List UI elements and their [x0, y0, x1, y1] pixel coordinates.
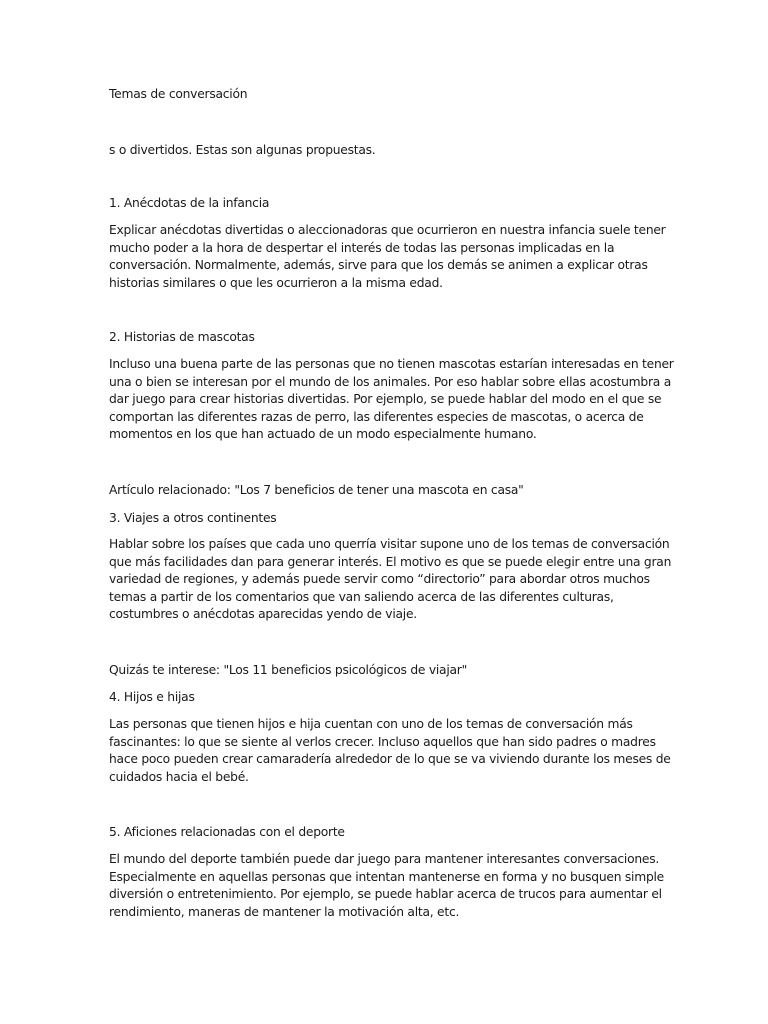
paragraph-line: momentos en los que han actuado de un modo especialmente humano. — [109, 427, 537, 442]
section-heading: 5. Aficiones relacionadas con el deporte — [109, 825, 345, 839]
paragraph-line: historias similares o que les ocurrieron a la misma edad. — [109, 275, 443, 290]
paragraph-line: Especialmente en aquellas personas que intentan mantenerse en forma y no busquen simple — [109, 869, 664, 884]
paragraph-line: costumbres o anécdotas aparecidas yendo de viaje. — [109, 607, 417, 622]
section-paragraph — [109, 716, 671, 786]
paragraph-line: diversión o entretenimiento. Por ejemplo, se puede hablar acerca de trucos para aumentar el — [109, 887, 662, 902]
paragraph-line: conversación. Normalmente, además, sirve para que los demás se animen a explicar otras — [109, 258, 648, 273]
document-title: Temas de conversación — [109, 87, 248, 101]
paragraph-line: Explicar anécdotas divertidas o aleccionadoras que ocurrieron en nuestra infancia suele tener — [109, 223, 666, 237]
paragraph-line: hace poco pueden crear camaradería alrededor de lo que se va viviendo durante los meses de — [109, 752, 671, 767]
paragraph-line: Hablar sobre los países que cada uno querría visitar supone uno de los temas de conversación — [109, 537, 670, 551]
section-paragraph — [109, 536, 671, 624]
paragraph-line: mucho poder a la hora de despertar el interés de todas las personas implicadas en la — [109, 240, 615, 255]
section-heading: 3. Viajes a otros continentes — [109, 511, 277, 525]
paragraph-line: que más facilidades dan para generar interés. El motivo es que se puede elegir entre una gran — [109, 554, 672, 569]
section-paragraph — [109, 356, 674, 444]
paragraph-line: cuidados hacia el bebé. — [109, 769, 249, 784]
paragraph-line: variedad de regiones, y además puede servir como “directorio” para abordar otros muchos — [109, 572, 650, 587]
paragraph-line: comportan las diferentes razas de perro, las diferentes especies de mascotas, o acerca de — [109, 409, 644, 424]
paragraph-line: Incluso una buena parte de las personas que no tienen mascotas estarían interesadas en tener — [109, 357, 674, 371]
section-heading: 1. Anécdotas de la infancia — [109, 196, 270, 210]
intro-text: s o divertidos. Estas son algunas propuestas. — [109, 143, 376, 157]
paragraph-line: fascinantes: lo que se siente al verlos crecer. Incluso aquellos que han sido padres o madres — [109, 734, 656, 749]
related-article-link[interactable]: Artículo relacionado: "Los 7 beneficios de tener una mascota en casa" — [109, 483, 524, 497]
section-paragraph — [109, 851, 664, 921]
section-heading: 4. Hijos e hijas — [109, 690, 195, 704]
paragraph-line: una o bien se interesan por el mundo de los animales. Por eso hablar sobre ellas acostumbra a — [109, 374, 671, 389]
related-article-link[interactable]: Quizás te interese: "Los 11 beneficios psicológicos de viajar" — [109, 663, 467, 677]
paragraph-line: temas a partir de los comentarios que van saliendo acerca de las diferentes culturas, — [109, 589, 614, 604]
paragraph-line: El mundo del deporte también puede dar juego para mantener interesantes conversaciones. — [109, 852, 660, 866]
paragraph-line: dar juego para crear historias divertidas. Por ejemplo, se puede hablar del modo en el que se — [109, 392, 662, 407]
section-paragraph — [109, 222, 665, 292]
section-heading: 2. Historias de mascotas — [109, 330, 255, 344]
paragraph-line: rendimiento, maneras de mantener la motivación alta, etc. — [109, 904, 460, 919]
paragraph-line: Las personas que tienen hijos e hija cuentan con uno de los temas de conversación más — [109, 717, 633, 731]
